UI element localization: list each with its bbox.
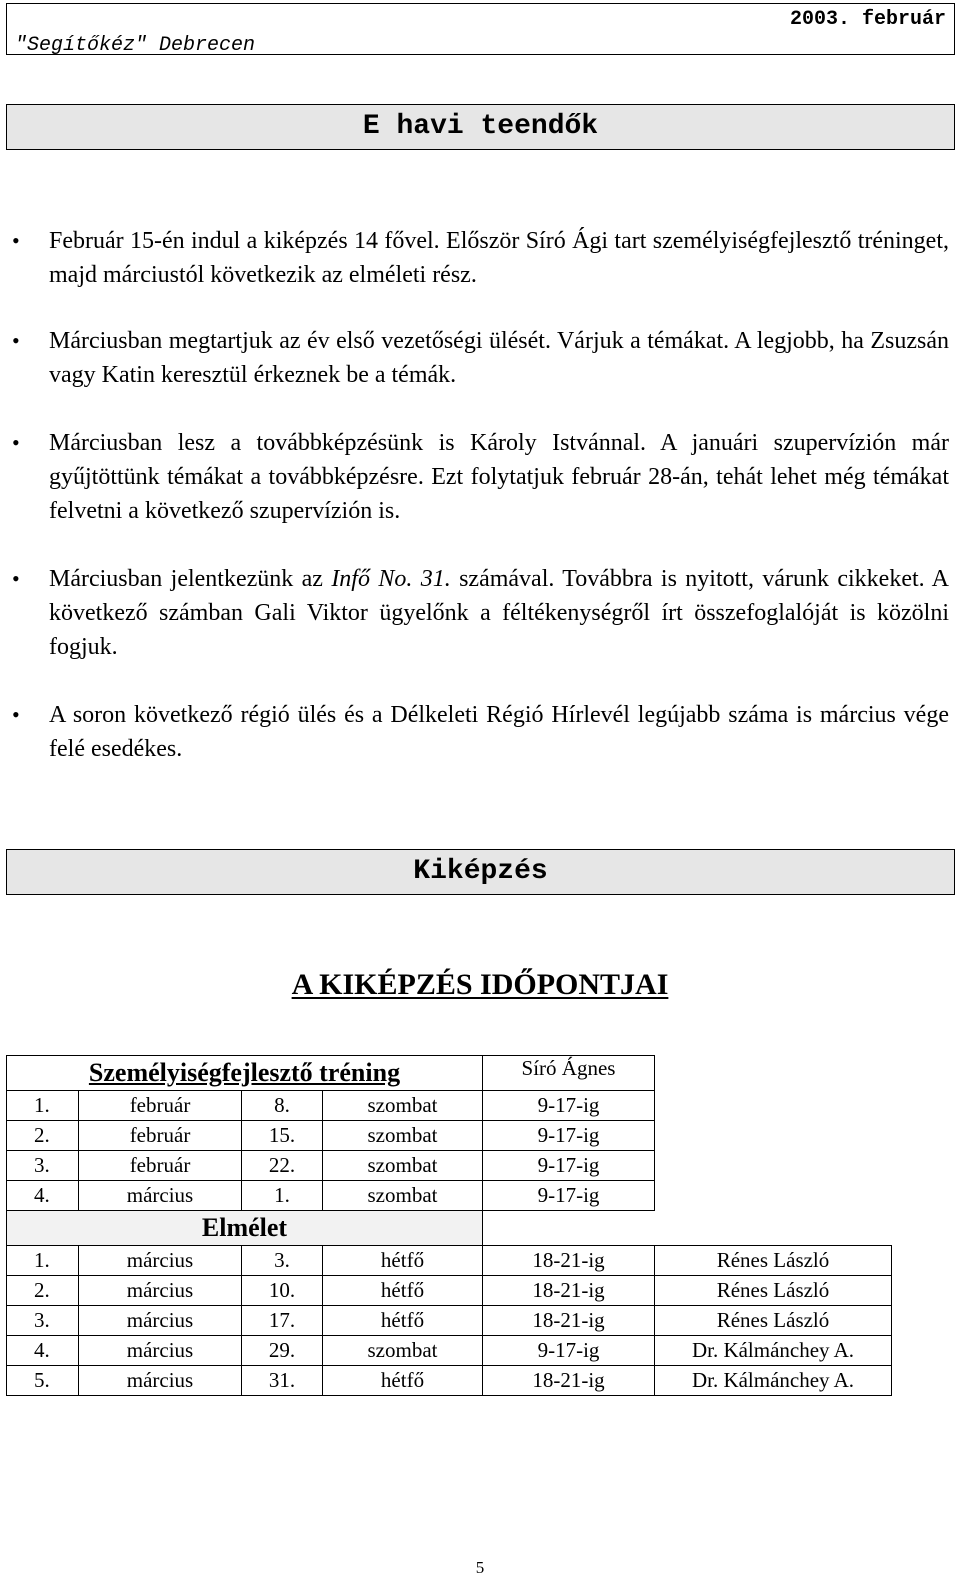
table-cell: március (79, 1306, 242, 1336)
table-cell: 3. (7, 1306, 79, 1336)
table-cell: 1. (242, 1181, 323, 1211)
table-cell: március (79, 1366, 242, 1396)
table-cell: hétfő (323, 1276, 483, 1306)
table-cell: szombat (323, 1181, 483, 1211)
table-cell: március (79, 1181, 242, 1211)
table-row (7, 1121, 892, 1151)
empty-cell (655, 1211, 892, 1246)
empty-cell (655, 1151, 892, 1181)
table-row (7, 1181, 892, 1211)
newsletter-issue: Infő No. 31. (331, 566, 451, 592)
table-cell: hétfő (323, 1366, 483, 1396)
table-cell: 9-17-ig (483, 1091, 655, 1121)
table-cell: 5. (7, 1366, 79, 1396)
task-list (0, 224, 960, 766)
empty-cell (655, 1181, 892, 1211)
table-row (7, 1306, 892, 1336)
group-name: Személyiségfejlesztő tréning (7, 1056, 483, 1091)
monthly-tasks-banner: E havi teendők (6, 104, 955, 150)
group-header-row (7, 1211, 892, 1246)
table-cell: 18-21-ig (483, 1306, 655, 1336)
table-cell: Dr. Kálmánchey A. (655, 1366, 892, 1396)
table-cell: 22. (242, 1151, 323, 1181)
training-schedule-table (6, 1055, 892, 1396)
table-cell: Rénes László (655, 1306, 892, 1336)
table-cell: Dr. Kálmánchey A. (655, 1336, 892, 1366)
table-cell: 1. (7, 1091, 79, 1121)
list-item: • Márciusban jelentkezünk az Infő No. 31. számával. Továbbra is nyitott, várunk cikkeket. A következő számban Gali Viktor ügyelőnk a féltékenységről írt összefoglalóját is közölni fogjuk. (0, 562, 949, 664)
table-cell: hétfő (323, 1306, 483, 1336)
table-cell: 9-17-ig (483, 1151, 655, 1181)
table-cell: 18-21-ig (483, 1276, 655, 1306)
table-cell: 18-21-ig (483, 1366, 655, 1396)
table-cell: Rénes László (655, 1246, 892, 1276)
group-header-row (7, 1056, 892, 1091)
table-cell: 8. (242, 1091, 323, 1121)
group-name: Elmélet (7, 1211, 483, 1246)
table-cell: 2. (7, 1121, 79, 1151)
table-cell: 9-17-ig (483, 1121, 655, 1151)
header-date: 2003. február (789, 8, 946, 31)
table-row (7, 1151, 892, 1181)
table-row (7, 1366, 892, 1396)
table-row (7, 1246, 892, 1276)
table-cell: 2. (7, 1276, 79, 1306)
table-row (7, 1091, 892, 1121)
table-cell: szombat (323, 1151, 483, 1181)
table-cell: hétfő (323, 1246, 483, 1276)
table-row (7, 1276, 892, 1306)
empty-cell (655, 1056, 892, 1091)
table-cell: 3. (7, 1151, 79, 1181)
page-header (6, 3, 955, 55)
group-trainer: Síró Ágnes (483, 1056, 655, 1091)
empty-cell (655, 1121, 892, 1151)
table-cell: 4. (7, 1336, 79, 1366)
list-item: • Márciusban megtartjuk az év első vezetőségi ülését. Várjuk a témákat. A legjobb, ha Zsuzsán vagy Katin keresztül érkeznek be a témák. (0, 324, 949, 392)
schedule-title: A KIKÉPZÉS IDŐPONTJAI (291, 968, 669, 1001)
table-cell: 4. (7, 1181, 79, 1211)
header-org: "Segítőkéz" Debrecen (15, 34, 256, 57)
table-cell: 31. (242, 1366, 323, 1396)
table-cell: 10. (242, 1276, 323, 1306)
list-item: • Február 15-én indul a kiképzés 14 fővel. Először Síró Ági tart személyiségfejlesztő tréninget, majd márciustól következik az elméleti rész. (0, 224, 949, 292)
list-item: • A soron következő régió ülés és a Délkeleti Régió Hírlevél legújabb száma is március vége felé esedékes. (0, 698, 949, 766)
table-cell: február (79, 1091, 242, 1121)
table-row (7, 1336, 892, 1366)
table-cell: március (79, 1336, 242, 1366)
training-banner: Kiképzés (6, 849, 955, 895)
table-cell: 15. (242, 1121, 323, 1151)
table-cell: 1. (7, 1246, 79, 1276)
table-cell: február (79, 1121, 242, 1151)
table-cell: 9-17-ig (483, 1336, 655, 1366)
table-cell: 3. (242, 1246, 323, 1276)
empty-cell (483, 1211, 655, 1246)
table-cell: szombat (323, 1336, 483, 1366)
table-cell: szombat (323, 1091, 483, 1121)
table-cell: 9-17-ig (483, 1181, 655, 1211)
table-cell: 17. (242, 1306, 323, 1336)
list-item: • Márciusban lesz a továbbképzésünk is Károly Istvánnal. A januári szupervízión már gyűjtöttünk témákat a továbbképzésre. Ezt folytatjuk február 28-án, tehát lehet még témákat felvetni a következő szupervízión is. (0, 426, 949, 528)
table-cell: február (79, 1151, 242, 1181)
empty-cell (655, 1091, 892, 1121)
table-cell: 29. (242, 1336, 323, 1366)
table-cell: március (79, 1246, 242, 1276)
table-cell: 18-21-ig (483, 1246, 655, 1276)
page-number: 5 (475, 1558, 485, 1577)
table-cell: szombat (323, 1121, 483, 1151)
table-cell: Rénes László (655, 1276, 892, 1306)
table-cell: március (79, 1276, 242, 1306)
